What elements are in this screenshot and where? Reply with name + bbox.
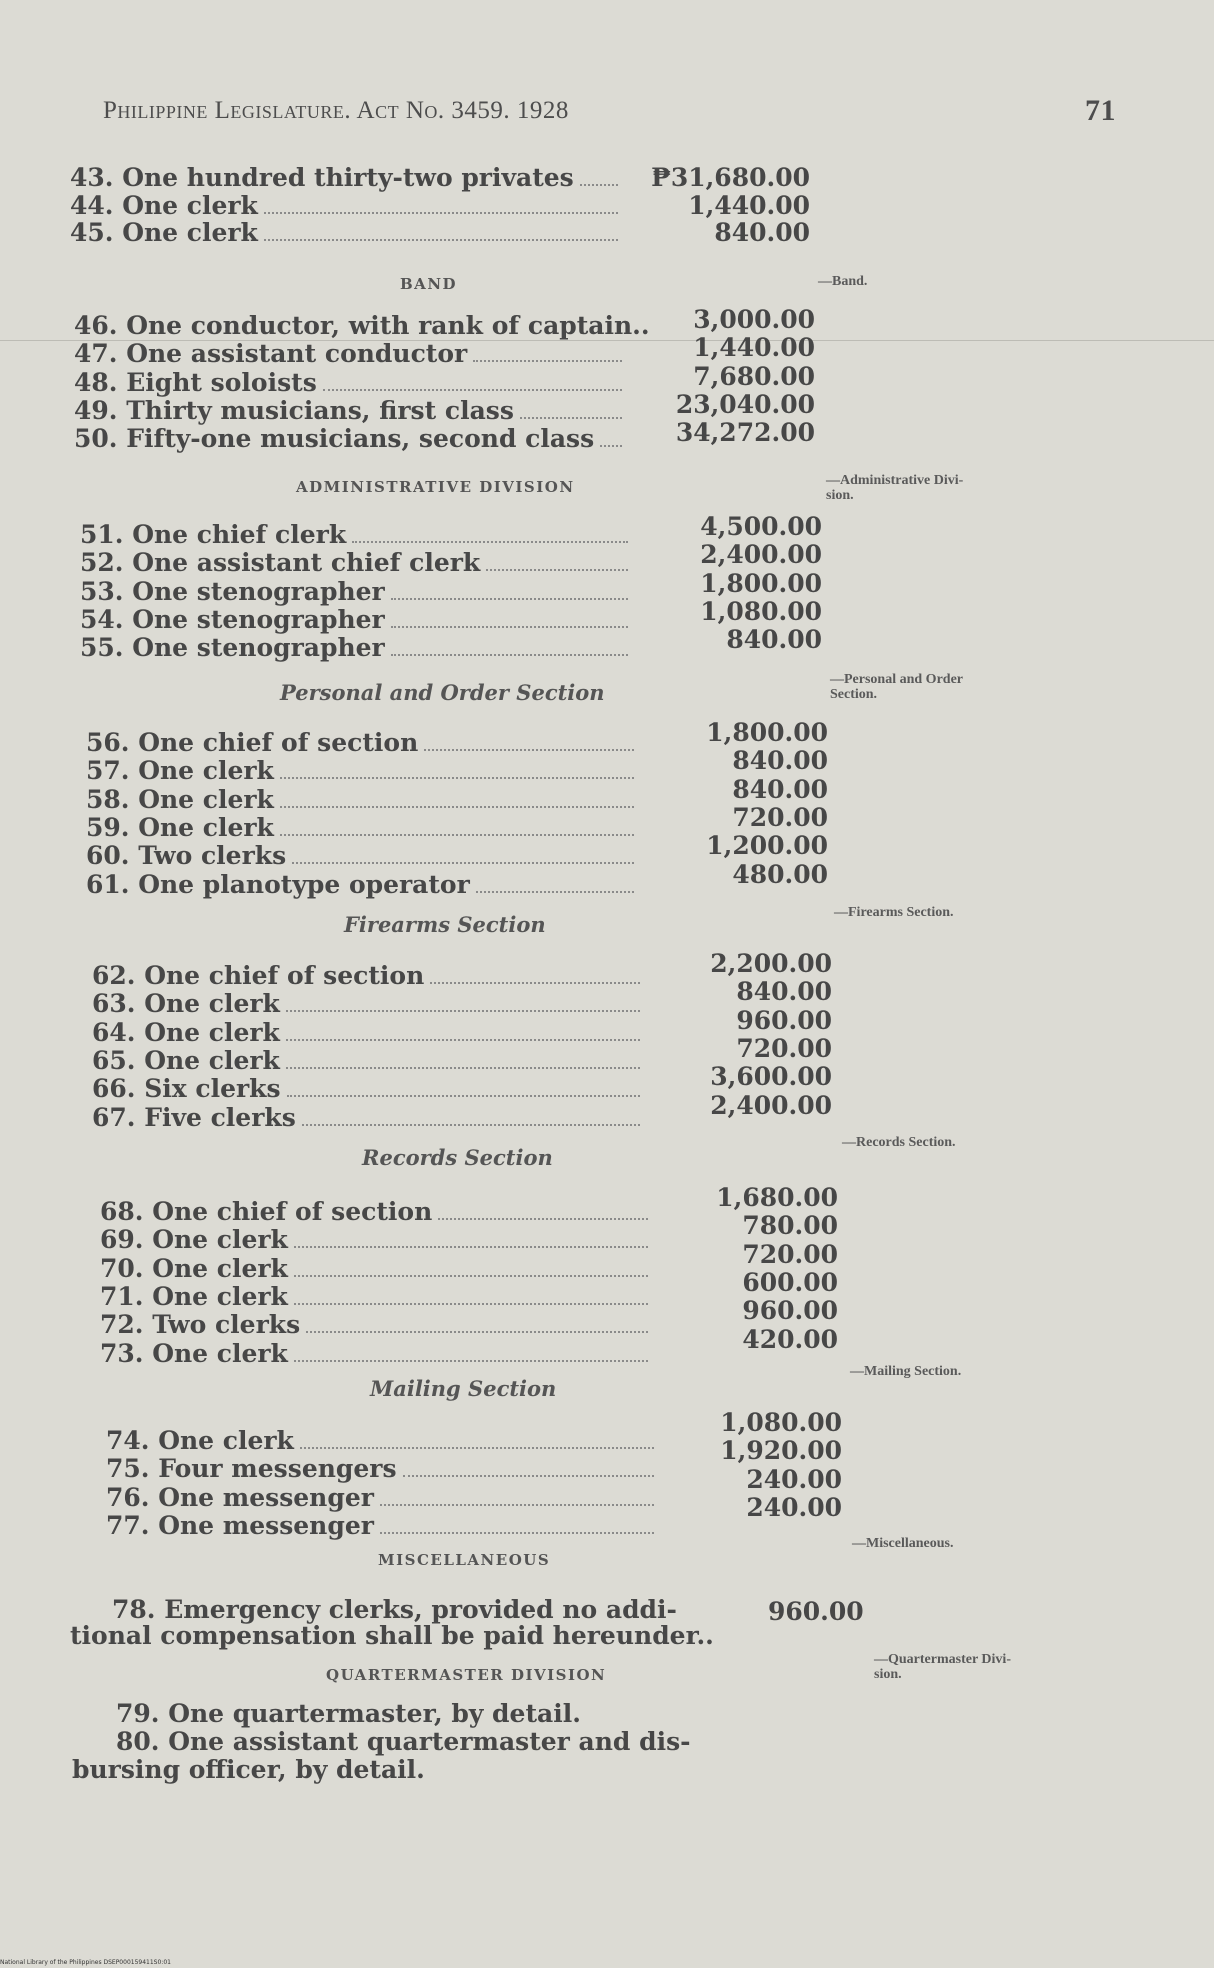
line-item-label: 50. Fifty-one musicians, second class: [74, 424, 595, 453]
leader-dots: [306, 1331, 648, 1333]
section-heading-quartermaster: QUARTERMASTER DIVISION: [326, 1666, 607, 1684]
line-item-label: 64. One clerk: [92, 1018, 280, 1047]
line-item: [74, 418, 815, 453]
line-item-label: 69. One clerk: [100, 1225, 288, 1254]
line-item-label: 60. Two clerks: [86, 841, 287, 870]
leader-dots: [292, 862, 634, 864]
line-item-label: 47. One assistant conductor: [74, 339, 468, 368]
item-80-line2: bursing officer, by detail.: [72, 1755, 425, 1784]
margin-note: —Band.: [818, 274, 868, 289]
line-item-amount: 2,400.00: [700, 540, 822, 569]
section-heading: ADMINISTRATIVE DIVISION: [296, 478, 575, 496]
leader-dots: [280, 777, 634, 779]
leader-dots: [294, 1360, 648, 1362]
line-item-amount: 3,600.00: [710, 1062, 832, 1091]
line-item-label: 55. One stenographer: [80, 633, 385, 662]
item-80-line1: 80. One assistant quartermaster and dis-: [116, 1727, 691, 1756]
line-item-label: 59. One clerk: [86, 813, 274, 842]
leader-dots: [580, 184, 618, 186]
line-item-amount: 840.00: [726, 625, 822, 654]
line-item-amount: 240.00: [746, 1465, 842, 1494]
leader-dots: [600, 445, 622, 447]
line-item-label: 70. One clerk: [100, 1254, 288, 1283]
line-item-label: 57. One clerk: [86, 756, 274, 785]
line-item-amount: 720.00: [736, 1034, 832, 1063]
line-item-label: 65. One clerk: [92, 1046, 280, 1075]
section-heading: Mailing Section: [370, 1376, 557, 1401]
margin-note-quartermaster: —Quartermaster Divi- sion.: [874, 1652, 1011, 1682]
item-78-line2: tional compensation shall be paid hereunder..: [70, 1621, 714, 1650]
leader-dots: [287, 1095, 640, 1097]
section-heading: Firearms Section: [344, 912, 546, 937]
line-item-label: 43. One hundred thirty-two privates: [70, 163, 574, 192]
line-item-amount: 840.00: [736, 977, 832, 1006]
line-item-amount: 23,040.00: [675, 390, 815, 419]
line-item-label: 49. Thirty musicians, first class: [74, 396, 514, 425]
leader-dots: [352, 541, 628, 543]
line-item-label: 48. Eight soloists: [74, 368, 317, 397]
line-item-amount: 1,080.00: [720, 1408, 842, 1437]
section-heading-miscellaneous: MISCELLANEOUS: [378, 1551, 551, 1569]
line-item-amount: 480.00: [732, 860, 828, 889]
line-item-label: 68. One chief of section: [100, 1197, 433, 1226]
line-item-label: 72. Two clerks: [100, 1310, 301, 1339]
item-78-line1: 78. Emergency clerks, provided no addi-: [112, 1595, 677, 1624]
scan-footer: National Library of the Philippines DSEP000159411S0:01: [0, 1959, 171, 1966]
leader-dots: [286, 1039, 640, 1041]
leader-dots: [380, 1504, 654, 1506]
line-item-amount: 840.00: [732, 746, 828, 775]
line-item-label: 73. One clerk: [100, 1339, 288, 1368]
line-item-amount: 960.00: [742, 1296, 838, 1325]
leader-dots: [430, 982, 640, 984]
leader-dots: [403, 1475, 654, 1477]
margin-note: —Personal and Order Section.: [830, 672, 963, 702]
line-item-amount: 4,500.00: [700, 512, 822, 541]
leader-dots: [302, 1124, 640, 1126]
line-item-amount: 420.00: [742, 1325, 838, 1354]
line-item-amount: 1,440.00: [688, 191, 810, 220]
line-item-label: 61. One planotype operator: [86, 870, 470, 899]
leader-dots: [323, 389, 622, 391]
line-item: [70, 191, 810, 219]
leader-dots: [300, 1447, 654, 1449]
line-item-amount: 240.00: [746, 1493, 842, 1522]
line-item: [100, 1325, 838, 1368]
line-item-label: 75. Four messengers: [106, 1454, 397, 1483]
leader-dots: [391, 598, 628, 600]
leader-dots: [391, 626, 628, 628]
leader-dots: [294, 1246, 648, 1248]
line-item-amount: 1,080.00: [700, 597, 822, 626]
line-item-amount: 960.00: [736, 1006, 832, 1035]
line-item-label: 76. One messenger: [106, 1483, 374, 1512]
line-item-label: 53. One stenographer: [80, 577, 385, 606]
line-item: [92, 1091, 832, 1132]
leader-dots: [294, 1303, 648, 1305]
item-79: 79. One quartermaster, by detail.: [116, 1699, 581, 1728]
leader-dots: [264, 212, 618, 214]
leader-dots: [424, 749, 634, 751]
leader-dots: [280, 806, 634, 808]
line-item-label: 45. One clerk: [70, 218, 258, 247]
line-item-label: 51. One chief clerk: [80, 520, 347, 549]
line-item-amount: 7,680.00: [693, 362, 815, 391]
line-item: [86, 860, 828, 899]
leader-dots: [473, 360, 622, 362]
margin-note: —Firearms Section.: [834, 905, 954, 920]
line-item: [80, 625, 822, 662]
line-item-label: 44. One clerk: [70, 191, 258, 220]
margin-note: —Administrative Divi- sion.: [826, 473, 964, 503]
line-item-amount: 1,800.00: [706, 718, 828, 747]
line-item-label: 71. One clerk: [100, 1282, 288, 1311]
section-heading: BAND: [400, 275, 458, 293]
line-item-label: 74. One clerk: [106, 1426, 294, 1455]
line-item-amount: 840.00: [732, 775, 828, 804]
leader-dots: [286, 1067, 640, 1069]
line-item-amount: 780.00: [742, 1211, 838, 1240]
line-item-amount: 34,272.00: [675, 418, 815, 447]
line-item-label: 77. One messenger: [106, 1511, 374, 1540]
section-heading: Records Section: [362, 1145, 553, 1170]
line-item-amount: 1,440.00: [693, 333, 815, 362]
leader-dots: [286, 1010, 640, 1012]
leader-dots: [391, 654, 628, 656]
line-item-amount: 1,800.00: [700, 569, 822, 598]
leader-dots: [438, 1218, 648, 1220]
line-item-label: 46. One conductor, with rank of captain..: [74, 311, 650, 340]
item-78-amount: 960.00: [768, 1597, 864, 1626]
line-item: [70, 163, 810, 191]
leader-dots: [520, 417, 622, 419]
line-item-label: 66. Six clerks: [92, 1074, 281, 1103]
section-heading: Personal and Order Section: [280, 680, 605, 705]
margin-note: —Mailing Section.: [850, 1364, 962, 1379]
line-item-label: 58. One clerk: [86, 785, 274, 814]
line-item-label: 62. One chief of section: [92, 961, 425, 990]
line-item-amount: 1,200.00: [706, 831, 828, 860]
line-item-amount: 1,680.00: [716, 1183, 838, 1212]
line-item-label: 67. Five clerks: [92, 1103, 296, 1132]
margin-note-miscellaneous: —Miscellaneous.: [852, 1536, 954, 1551]
leader-dots: [280, 834, 634, 836]
line-item-amount: 2,200.00: [710, 949, 832, 978]
line-item: [70, 218, 810, 246]
leader-dots: [486, 569, 628, 571]
margin-note: —Records Section.: [842, 1135, 956, 1150]
line-item-amount: 720.00: [742, 1240, 838, 1269]
line-item-label: 63. One clerk: [92, 989, 280, 1018]
line-item-amount: 600.00: [742, 1268, 838, 1297]
line-item-amount: 720.00: [732, 803, 828, 832]
line-item-label: 54. One stenographer: [80, 605, 385, 634]
leader-dots: [294, 1275, 648, 1277]
line-item-amount: 840.00: [714, 218, 810, 247]
page-number: 71: [1085, 94, 1116, 127]
line-item-label: 56. One chief of section: [86, 728, 419, 757]
line-item-amount: ₱31,680.00: [651, 163, 810, 192]
line-item-amount: 3,000.00: [693, 305, 815, 334]
leader-dots: [476, 891, 634, 893]
line-item-amount: 1,920.00: [720, 1436, 842, 1465]
leader-dots: [264, 239, 618, 241]
line-item-label: 52. One assistant chief clerk: [80, 548, 481, 577]
line-item-amount: 2,400.00: [710, 1091, 832, 1120]
running-header: Philippine Legislature. Act No. 3459. 1928: [103, 97, 569, 124]
leader-dots: [380, 1532, 654, 1534]
